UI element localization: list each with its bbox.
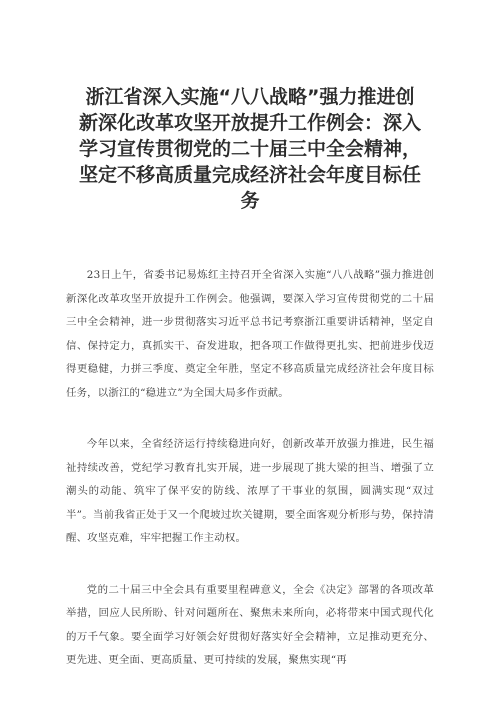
paragraph-3: 党的二十届三中全会具有重要里程碑意义，全会《决定》部署的各项改革举措，回应人民所盼、针对问题所在、聚焦未来所向，必将带来中国式现代化的万千气象。要全面学习好领会好贯彻好落实好全会精神，立足推动更充分、更先进、更全面、更高质量、更可持续的发展，聚焦实现“再 bbox=[66, 583, 434, 666]
document-title: 浙江省深入实施“八八战略”强力推进创新深化改革攻坚开放提升工作例会：深入学习宣传贯彻党的二十届三中全会精神，坚定不移高质量完成经济社会年度目标任务 bbox=[78, 86, 421, 212]
paragraph-1: 23日上午，省委书记易炼红主持召开全省深入实施“八八战略”强力推进创新深化改革攻坚开放提升工作例会。他强调，要深入学习宣传贯彻党的二十届三中全会精神，进一步贯彻落实习近平总书记考察浙江重要讲话精神，坚定自信、保持定力，真抓实干、奋发进取，把各项工作做得更扎实、把前进步伐迈得更稳健，力拼三季度、奠定全年胜，坚定不移高质量完成经济社会年度目标任务，以浙江的“稳进立”为全国大局多作贡献。 bbox=[66, 269, 434, 399]
paragraph-2: 今年以来，全省经济运行持续稳进向好，创新改革开放强力推进，民生福祉持续改善，党纪学习教育扎实开展，进一步展现了挑大梁的担当、增强了立潮头的动能、筑牢了保平安的防线、浓厚了干事业的氛围，圆满实现“双过半”。当前我省正处于又一个爬坡过坎关键期，要全面客观分析形与势，保持清醒、攻坚克难，牢牢把握工作主动权。 bbox=[66, 438, 434, 544]
